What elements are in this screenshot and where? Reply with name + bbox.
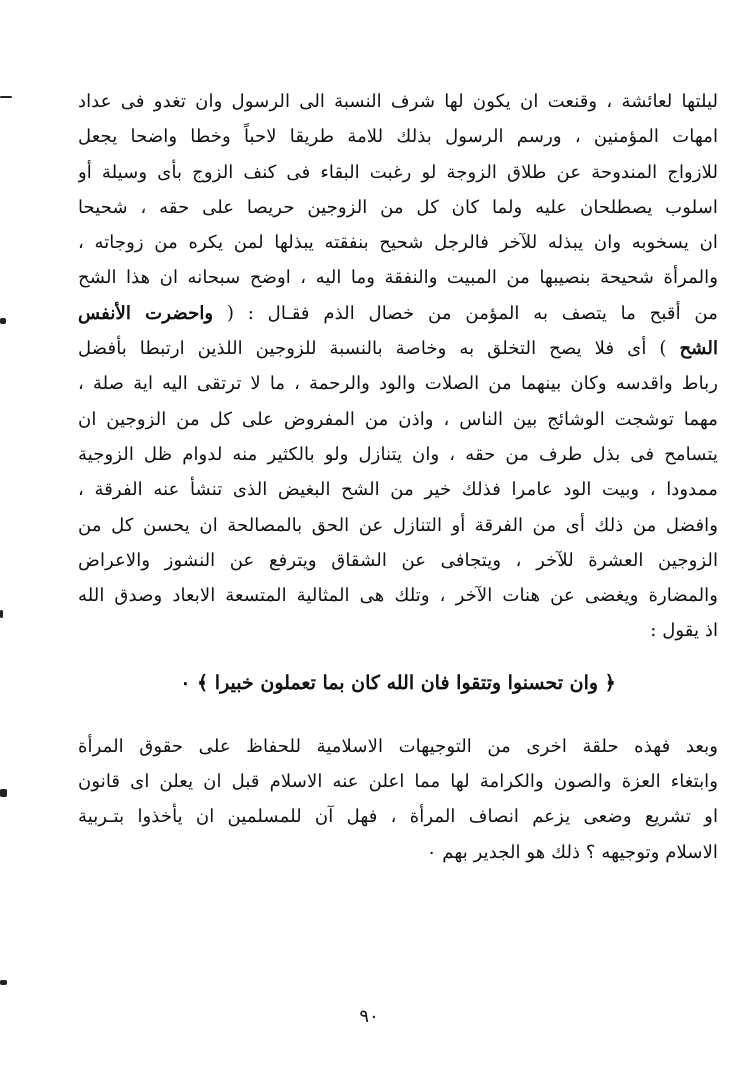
text-line: وبعد فهذه حلقة اخرى من التوجيهات الاسلامية للحفاظ على حقوق المرأة bbox=[78, 735, 718, 757]
text-line: والمرأة شحيحة بنصيبها من المبيت والنفقة وما اليه ، اوضح سبحانه ان هذا الشح bbox=[78, 267, 718, 289]
text-line: او تشريع وضعى يزعم انصاف المرأة ، فهل آن للمسلمين ان يأخذوا بتـربية bbox=[78, 806, 718, 828]
paragraph-1 bbox=[78, 84, 718, 649]
quran-quote-bold: الشح bbox=[679, 338, 718, 360]
line-text: من أقبح ما يتصف به المؤمن من خصال الذم فقـال : ( bbox=[213, 302, 718, 324]
text-line: ان يسخوبه وان يبذله للآخر فالرجل شحيح بنفقته يبذلها لمن يكره من زوجاته ، bbox=[78, 232, 718, 254]
scan-edge-mark bbox=[0, 318, 6, 324]
text-line: ليلتها لعائشة ، وقنعت ان يكون لها شرف النسبة الى الرسول وان تغدو فى عداد bbox=[78, 91, 718, 112]
text-line: امهات المؤمنين ، ورسم الرسول بذلك للامة طريقا لاحباً وخطا واضحا يجعل bbox=[78, 126, 718, 148]
quran-quote-bold: واحضرت الأنفس bbox=[78, 302, 214, 324]
scan-edge-mark bbox=[0, 610, 3, 618]
text-line: وافضل من ذلك أى من الفرقة أو التنازل عن الحق بالمصالحة ان يحسن كل من bbox=[78, 514, 718, 536]
text-line: الزوجين العشرة للآخر ، ويتجافى عن الشقاق ويترفع عن النشوز والاعراض bbox=[78, 549, 718, 571]
text-line: رباط واقدسه وكان بينهما من الصلات والود والرحمة ، ما لا ترتقى اليه اية صلة ، bbox=[78, 373, 718, 395]
text-line: اذ يقول : bbox=[650, 620, 718, 642]
paragraph-2 bbox=[78, 729, 718, 870]
text-line bbox=[78, 296, 718, 331]
page-body bbox=[78, 84, 718, 1084]
text-line bbox=[78, 331, 718, 366]
text-line: والمضارة ويغضى عن هنات الآخر ، وتلك هى المثالية المتسعة الابعاد وصدق الله bbox=[78, 585, 718, 607]
line-text: ) أى فلا يصح التخلق به وخاصة بالنسبة للزوجين اللذين ارتبطا بأفضل bbox=[78, 338, 680, 360]
scan-edge-mark bbox=[0, 980, 7, 985]
text-line: الاسلام وتوجيهه ؟ ذلك هو الجدير بهم ٠ bbox=[426, 841, 718, 863]
text-line: مهما توشجت الوشائج بين الناس ، واذن من المفروض على كل من الزوجين ان bbox=[78, 408, 718, 430]
page-number: ٩٠ bbox=[359, 1006, 379, 1027]
quran-verse: ﴿ وان تحسنوا وتتقوا فان الله كان بما تعملون خبيرا ﴾ ٠ bbox=[180, 671, 616, 694]
text-line: للازواج المندوحة عن طلاق الزوجة لو رغبت البقاء فى كنف الزوج بأى وسيلة أو bbox=[78, 161, 718, 183]
scan-edge-mark bbox=[0, 96, 12, 98]
text-line: وابتغاء العزة والصون والكرامة لها مما اعلن عنه الاسلام قبل ان يعلن اى قانون bbox=[78, 771, 718, 793]
text-line: اسلوب يصطلحان عليه ولما كان كل من الزوجين حريصا على حقه ، شحيحا bbox=[78, 196, 718, 218]
scan-edge-mark bbox=[0, 789, 7, 797]
text-line: ممدودا ، وبيت الود عامرا فذلك خير من الشح البغيض الذى تنشأ عنه الفرقة ، bbox=[78, 479, 718, 501]
text-line: يتسامح فى بذل طرف من حقه ، وان يتنازل ولو بالكثير منه لدوام ظل الزوجية bbox=[78, 443, 718, 465]
